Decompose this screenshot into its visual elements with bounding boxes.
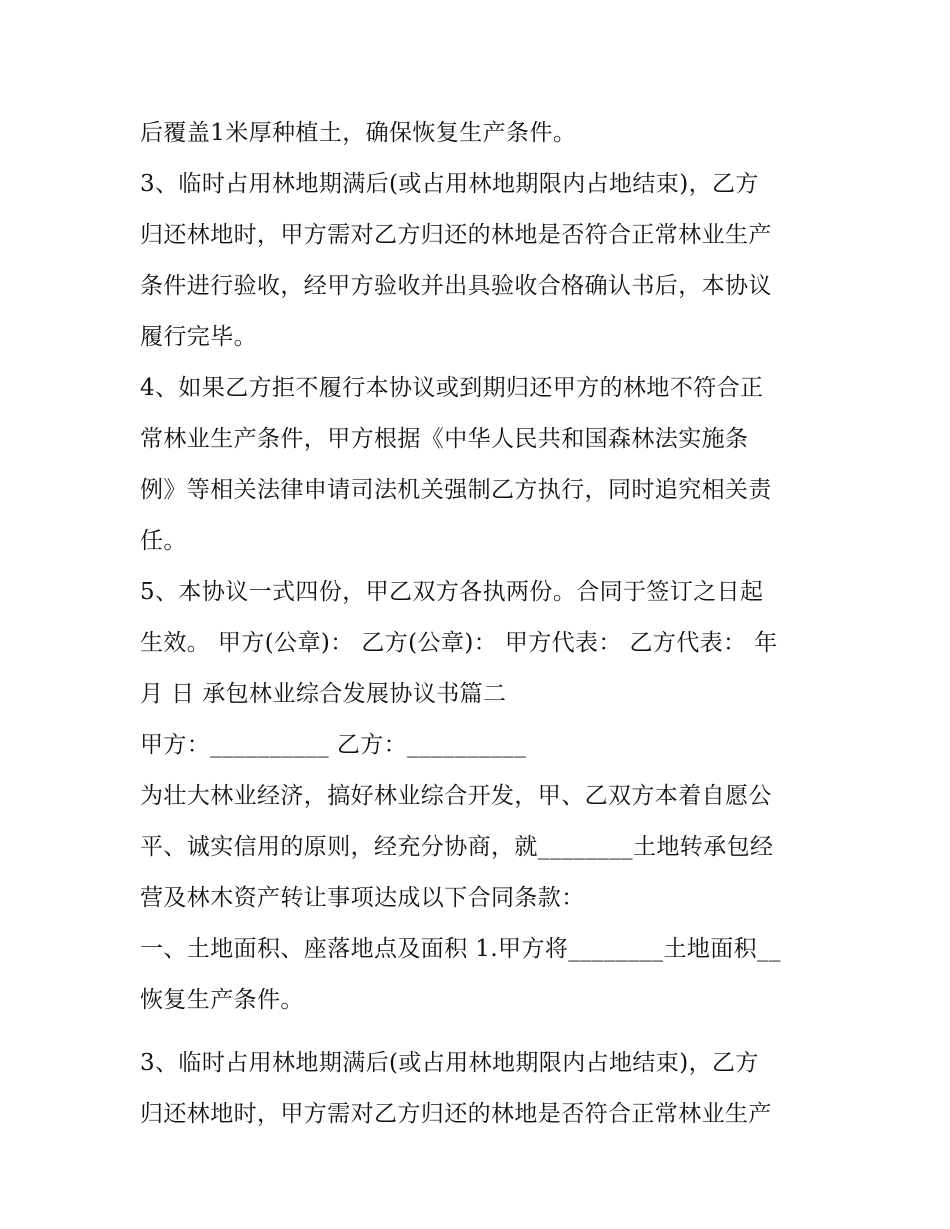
text-line: 4、如果乙方拒不履行本协议或到期归还甲方的林地不符合正	[140, 375, 764, 401]
document-body	[140, 108, 820, 1140]
text-line: 月 日 承包林业综合发展协议书篇二	[140, 681, 507, 707]
text-line: 条件进行验收，经甲方验收并出具验收合格确认书后，本协议	[140, 273, 772, 299]
text-line: 平、诚实信用的原则，经充分协商，就________土地转承包经	[140, 834, 774, 860]
text-line: 甲方：__________ 乙方：__________	[140, 732, 527, 758]
paragraph-gap	[140, 1026, 820, 1038]
text-line: 5、本协议一式四份，甲乙双方各执两份。合同于签订之日起	[140, 579, 764, 605]
text-line: 后覆盖1米厚种植土，确保恢复生产条件。	[140, 120, 577, 146]
text-line: 恢复生产条件。	[140, 987, 304, 1013]
text-line: 营及林木资产转让事项达成以下合同条款：	[140, 885, 585, 911]
text-line: 归还林地时，甲方需对乙方归还的林地是否符合正常林业生产	[140, 222, 772, 248]
text-line: 为壮大林业经济，搞好林业综合开发，甲、乙双方本着自愿公	[140, 783, 772, 809]
text-line: 履行完毕。	[140, 324, 257, 350]
text-line: 一、土地面积、座落地点及面积 1.甲方将________土地面积__	[140, 936, 781, 962]
text-line: 任。	[140, 528, 187, 554]
text-line: 3、临时占用林地期满后(或占用林地期限内占地结束)，乙方	[140, 1050, 759, 1076]
text-line: 3、临时占用林地期满后(或占用林地期限内占地结束)，乙方	[140, 171, 759, 197]
text-line: 例》等相关法律申请司法机关强制乙方执行，同时追究相关责	[140, 477, 772, 503]
text-line: 归还林地时，甲方需对乙方归还的林地是否符合正常林业生产	[140, 1101, 772, 1127]
text-line: 生效。 甲方(公章)： 乙方(公章)： 甲方代表： 乙方代表： 年	[140, 630, 778, 656]
text-line: 常林业生产条件，甲方根据《中华人民共和国森林法实施条	[140, 426, 749, 452]
